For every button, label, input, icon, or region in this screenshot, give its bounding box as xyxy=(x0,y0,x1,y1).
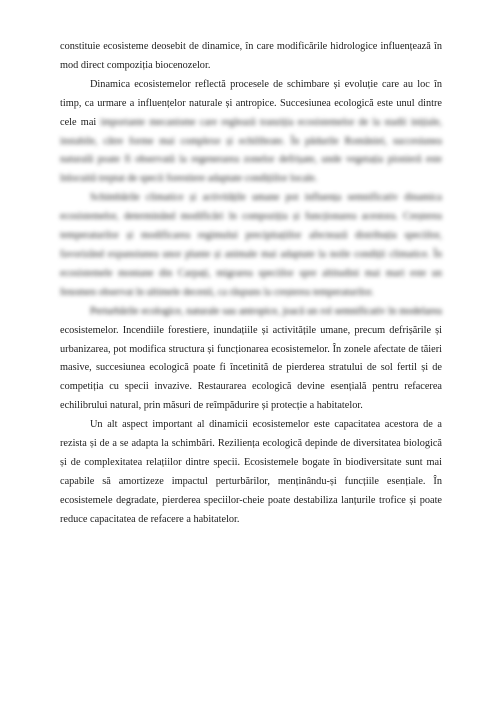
paragraph-perturbations-blurred: Perturbările ecologice, naturale sau antropice, joacă un rol semnificativ în modelarea xyxy=(90,305,442,317)
paragraph-dynamics-blurred: importante mecanisme care reglează tranziția ecosistemelor de la stadii inițiale, instabile, către forme mai complexe și echilibrate. În pădurile României, succesiunea naturală poate fi observată la regenerarea zonelor defrișate, unde vegetația pionieră este înlocuită treptat de specii forestiere adaptate condițiilor locale. xyxy=(60,116,443,185)
paragraph-resilience: Un alt aspect important al dinamicii ecosistemelor este capacitatea acestora de a rezista și de a se adapta la schimbări. Reziliența ecologică depinde de diversitatea biologică și de complexitatea relațiilor dintre specii. Ecosistemele bogate în biodiversitate sunt mai capabile să amortizeze impactul perturbărilor, menținându-și funcțiile esențiale. În ecosistemele degradate, pierderea speciilor-cheie poate destabiliza lanțurile trofice și poate reduce capacitatea de refacere a habitatelor. xyxy=(60,419,442,525)
paragraph-dynamics xyxy=(60,76,442,189)
paragraph-perturbations-visible: ecosistemelor. Incendiile forestiere, inundațiile și activitățile umane, precum defrișările și urbanizarea, pot modifica structura și funcționarea ecosistemelor. În zonele afectate de tăieri masive, succesiunea ecologică poate fi încetinită de pierderea stratului de sol fertil și de competiția cu specii invazive. Restaurarea ecologică devine esențială pentru refacerea echilibrului natural, prin măsuri de reîmpădurire și protecție a habitatelor. xyxy=(60,324,442,412)
document-body xyxy=(60,38,442,530)
paragraph-dynamics-visible: Dinamica ecosistemelor reflectă procesele de schimbare și evoluție care au loc în timp, ca urmare a influențelor naturale și antropice. Succesiunea ecologică este unul dintre cele mai xyxy=(60,78,442,128)
paragraph-climate-blurred: Schimbările climatice și activitățile umane pot influența semnificativ dinamica ecosistemelor, determinând modificări în compoziția și funcționarea acestora. Creșterea temperaturilor și modificarea regimului precipitațiilor afectează distribuția speciilor, favorizând expansiunea unor plante și animale mai adaptate la noile condiții climatice. În ecosistemele montane din Carpați, migrarea speciilor spre altitudini mai mari este un fenomen observat în ultimele decenii, ca răspuns la creșterea temperaturilor. xyxy=(60,192,442,298)
paragraph-continuation: constituie ecosisteme deosebit de dinamice, în care modificările hidrologice influențează în mod direct compoziția biocenozelor. xyxy=(60,41,442,71)
paragraph-perturbations xyxy=(60,303,442,416)
